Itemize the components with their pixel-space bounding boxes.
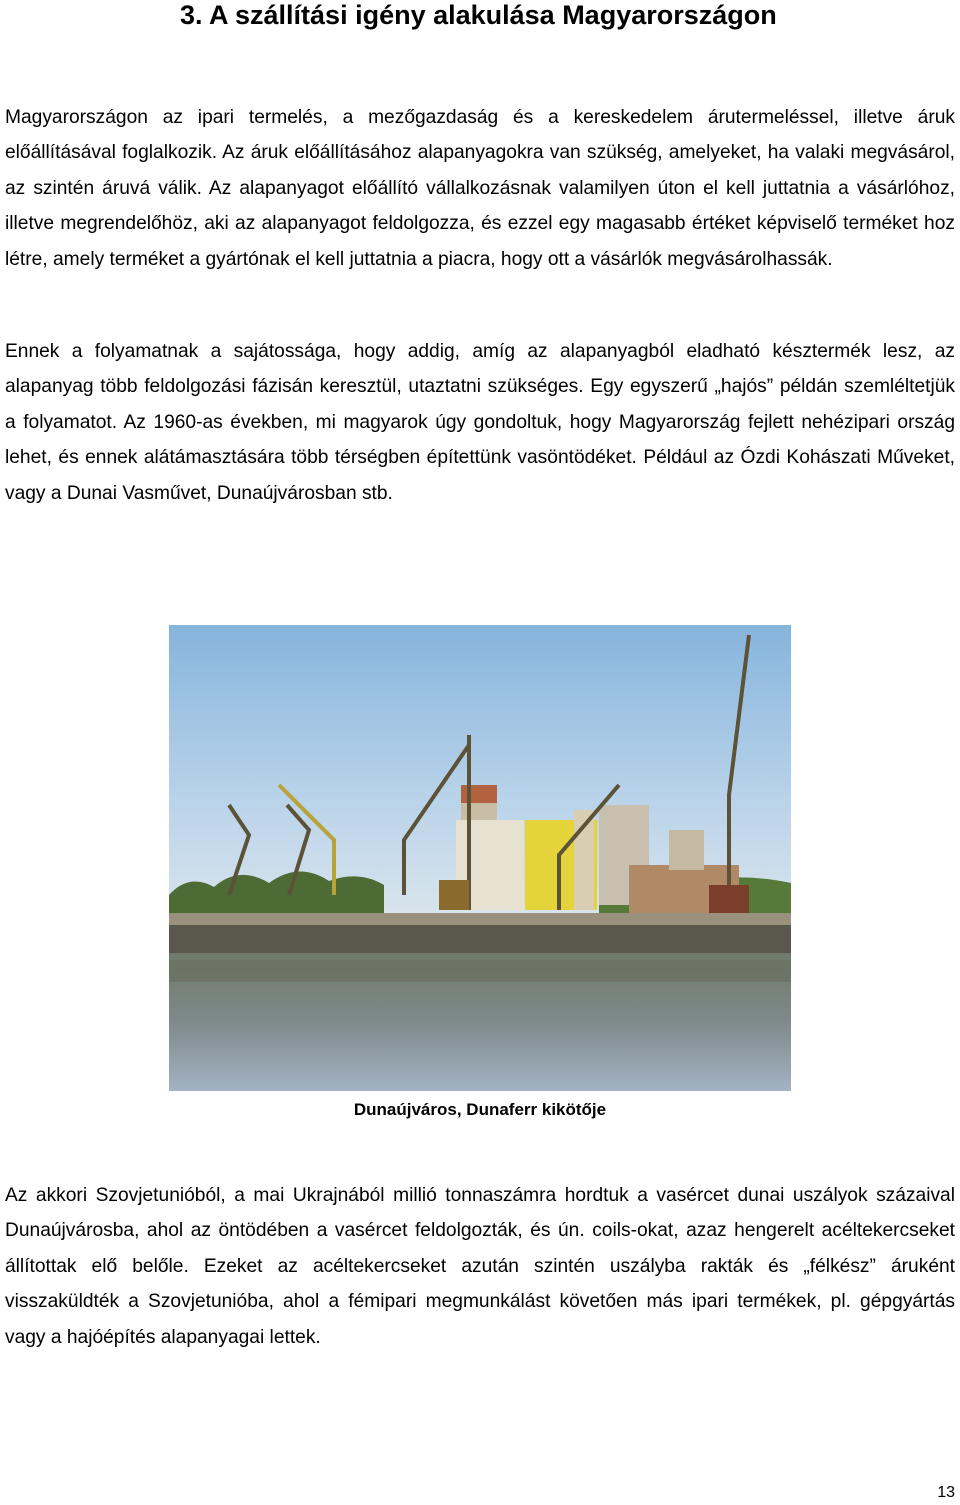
paragraph-intro: Magyarországon az ipari termelés, a mezőgazdaság és a kereskedelem árutermeléssel, illetve áruk előállításával foglalkozik. Az áruk előállításához alapanyagokra van szükség, amelyeket, ha valaki megvásárol, az szintén áruvá válik. Az alapanyagot előállító vállalkozásnak valamilyen úton el kell juttatnia a vásárlóhoz, illetve megrendelőhöz, aki az alapanyagot feldolgozza, és ezzel egy magasabb értéket képviselő terméket hoz létre, amely terméket a gyártónak el kell juttatnia a piacra, hogy ott a vásárlók megvásárolhassák. bbox=[5, 107, 955, 270]
page-number: 13 bbox=[937, 1484, 955, 1501]
paragraph-history: Az akkori Szovjetunióból, a mai Ukrajnából millió tonnaszámra hordtuk a vasércet dunai uszályok százaival Dunaújvárosba, ahol az öntödében a vasércet feldolgozták, és ún. coils-okat, azaz hengerelt acéltekercseket állítottak elő belőle. Ezeket az acéltekercseket azután szintén uszályba rakták és „félkész” áruként visszaküldték a Szovjetunióba, ahol a fémipari megmunkálást követően más ipari termékek, pl. gépgyártás vagy a hajóépítés alapanyagai lettek. bbox=[5, 1185, 955, 1348]
figure-caption: Dunaújváros, Dunaferr kikötője bbox=[353, 1100, 607, 1119]
section-heading: 3. A szállítási igény alakulása Magyarországon bbox=[180, 0, 777, 30]
port-photo bbox=[169, 625, 791, 1091]
paragraph-process: Ennek a folyamatnak a sajátossága, hogy addig, amíg az alapanyagból eladható késztermék lesz, az alapanyag több feldolgozási fázisán keresztül, utaztatni szükséges. Egy egyszerű „hajós” példán szemléltetjük a folyamatot. Az 1960-as években, mi magyarok úgy gondoltuk, hogy Magyarország fejlett nehézipari ország lehet, és ennek alátámasztására több térségben építettünk vasöntödéket. Például az Ózdi Kohászati Műveket, vagy a Dunai Vasművet, Dunaújvárosban stb. bbox=[5, 341, 955, 504]
